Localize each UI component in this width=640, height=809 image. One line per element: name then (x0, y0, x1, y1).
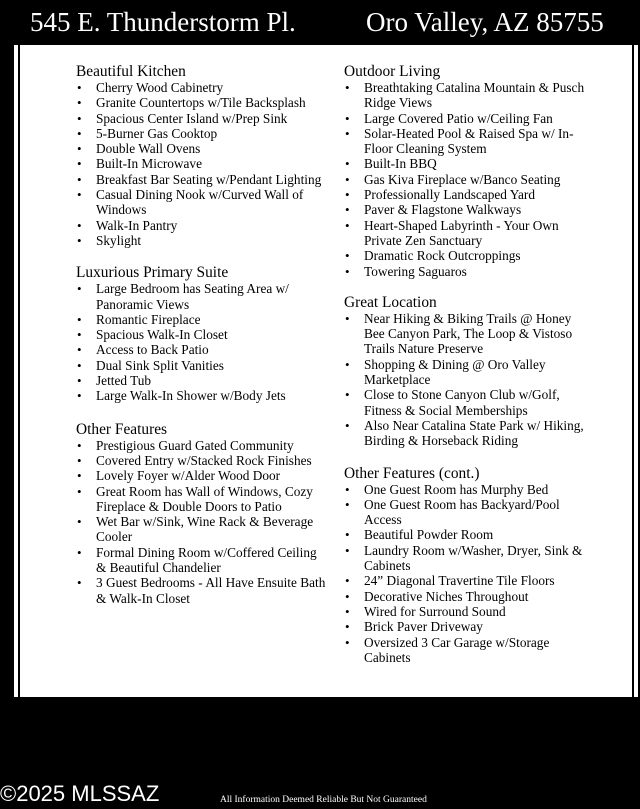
feature-list-item: • Oversized 3 Car Garage w/Storage Cabinets (344, 635, 594, 666)
feature-list-item: • Great Room has Wall of Windows, Cozy Fireplace & Double Doors to Patio (76, 484, 326, 515)
feature-list-item: • Spacious Center Island w/Prep Sink (76, 111, 326, 126)
section-title: Beautiful Kitchen (76, 63, 186, 80)
property-address: 545 E. Thunderstorm Pl. (30, 7, 296, 37)
feature-list-item: • Jetted Tub (76, 373, 326, 388)
left-border-line (18, 45, 20, 697)
section-title: Great Location (344, 293, 437, 311)
feature-list-item: • Paver & Flagstone Walkways (344, 202, 594, 217)
feature-list-item: • Brick Paver Driveway (344, 619, 594, 634)
feature-list-item: • Also Near Catalina State Park w/ Hiking, Birding & Horseback Riding (344, 418, 594, 449)
feature-list-item: • Solar-Heated Pool & Raised Spa w/ In-Floor Cleaning System (344, 126, 594, 157)
feature-list (344, 311, 594, 449)
left-column (76, 64, 326, 606)
copyright-notice: ©2025 MLSSAZ (0, 781, 160, 806)
feature-list-item: • One Guest Room has Backyard/Pool Access (344, 497, 594, 528)
feature-list-item: • Towering Saguaros (344, 264, 594, 279)
feature-list (344, 482, 594, 666)
feature-list-item: • Wired for Surround Sound (344, 604, 594, 619)
feature-list-item: • Professionally Landscaped Yard (344, 187, 594, 202)
section-outdoor-living (344, 64, 594, 279)
header-bar (0, 0, 640, 46)
property-city: Oro Valley, AZ 85755 (366, 7, 604, 37)
feature-list-item: • Access to Back Patio (76, 342, 326, 357)
feature-list (76, 80, 326, 248)
feature-list-item: • Large Covered Patio w/Ceiling Fan (344, 111, 594, 126)
feature-list (76, 281, 326, 403)
feature-list-item: • Cherry Wood Cabinetry (76, 80, 326, 95)
feature-list-item: • Double Wall Ovens (76, 141, 326, 156)
feature-list-item: • Decorative Niches Throughout (344, 589, 594, 604)
section-title: Outdoor Living (344, 63, 441, 80)
section-luxurious-primary-suite (76, 265, 326, 403)
feature-list-item: • Dramatic Rock Outcroppings (344, 248, 594, 263)
feature-list-item: • Large Walk-In Shower w/Body Jets (76, 388, 326, 403)
feature-list-item: • Close to Stone Canyon Club w/Golf, Fitness & Social Memberships (344, 387, 594, 418)
feature-list-item: • 24” Diagonal Travertine Tile Floors (344, 573, 594, 588)
feature-list-item: • Prestigious Guard Gated Community (76, 438, 326, 453)
feature-list-item: • Built-In BBQ (344, 156, 594, 171)
feature-list (76, 438, 326, 606)
feature-list-item: • One Guest Room has Murphy Bed (344, 482, 594, 497)
feature-list-item: • Formal Dining Room w/Coffered Ceiling & Beautiful Chandelier (76, 545, 326, 576)
feature-list-item: • 3 Guest Bedrooms - All Have Ensuite Bath & Walk-In Closet (76, 575, 326, 606)
feature-list-item: • Casual Dining Nook w/Curved Wall of Windows (76, 187, 326, 218)
section-title: Other Features (cont.) (344, 464, 480, 482)
section-great-location (344, 295, 594, 449)
feature-list-item: • Heart-Shaped Labyrinth - Your Own Private Zen Sanctuary (344, 218, 594, 249)
right-column (344, 64, 594, 665)
feature-list-item: • Breakfast Bar Seating w/Pendant Lighting (76, 172, 326, 187)
feature-list-item: • Gas Kiva Fireplace w/Banco Seating (344, 172, 594, 187)
feature-list-item: • Shopping & Dining @ Oro Valley Marketplace (344, 357, 594, 388)
feature-list-item: • Spacious Walk-In Closet (76, 327, 326, 342)
section-other-features (76, 422, 326, 606)
feature-list-item: • Near Hiking & Biking Trails @ Honey Bee Canyon Park, The Loop & Vistoso Trails Nature Preserve (344, 311, 594, 357)
feature-list-item: • Walk-In Pantry (76, 218, 326, 233)
feature-sheet (14, 45, 638, 697)
feature-list-item: • Wet Bar w/Sink, Wine Rack & Beverage Cooler (76, 514, 326, 545)
right-border-line (632, 45, 634, 697)
feature-list-item: • Lovely Foyer w/Alder Wood Door (76, 468, 326, 483)
feature-list-item: • Breathtaking Catalina Mountain & Pusch Ridge Views (344, 80, 594, 111)
feature-list-item: • Covered Entry w/Stacked Rock Finishes (76, 453, 326, 468)
feature-list-item: • Granite Countertops w/Tile Backsplash (76, 95, 326, 110)
section-beautiful-kitchen (76, 64, 326, 248)
feature-list (344, 80, 594, 279)
feature-list-item: • Skylight (76, 233, 326, 248)
feature-list-item: • Dual Sink Split Vanities (76, 358, 326, 373)
feature-list-item: • Romantic Fireplace (76, 312, 326, 327)
feature-list-item: • Beautiful Powder Room (344, 527, 594, 542)
feature-list-item: • 5-Burner Gas Cooktop (76, 126, 326, 141)
feature-list-item: • Built-In Microwave (76, 156, 326, 171)
section-other-features-cont (344, 466, 594, 666)
feature-list-item: • Large Bedroom has Seating Area w/ Panoramic Views (76, 281, 326, 312)
disclaimer-text: All Information Deemed Reliable But Not Guaranteed (220, 795, 427, 805)
section-title: Other Features (76, 420, 168, 438)
feature-list-item: • Laundry Room w/Washer, Dryer, Sink & Cabinets (344, 543, 594, 574)
section-title: Luxurious Primary Suite (76, 264, 229, 282)
